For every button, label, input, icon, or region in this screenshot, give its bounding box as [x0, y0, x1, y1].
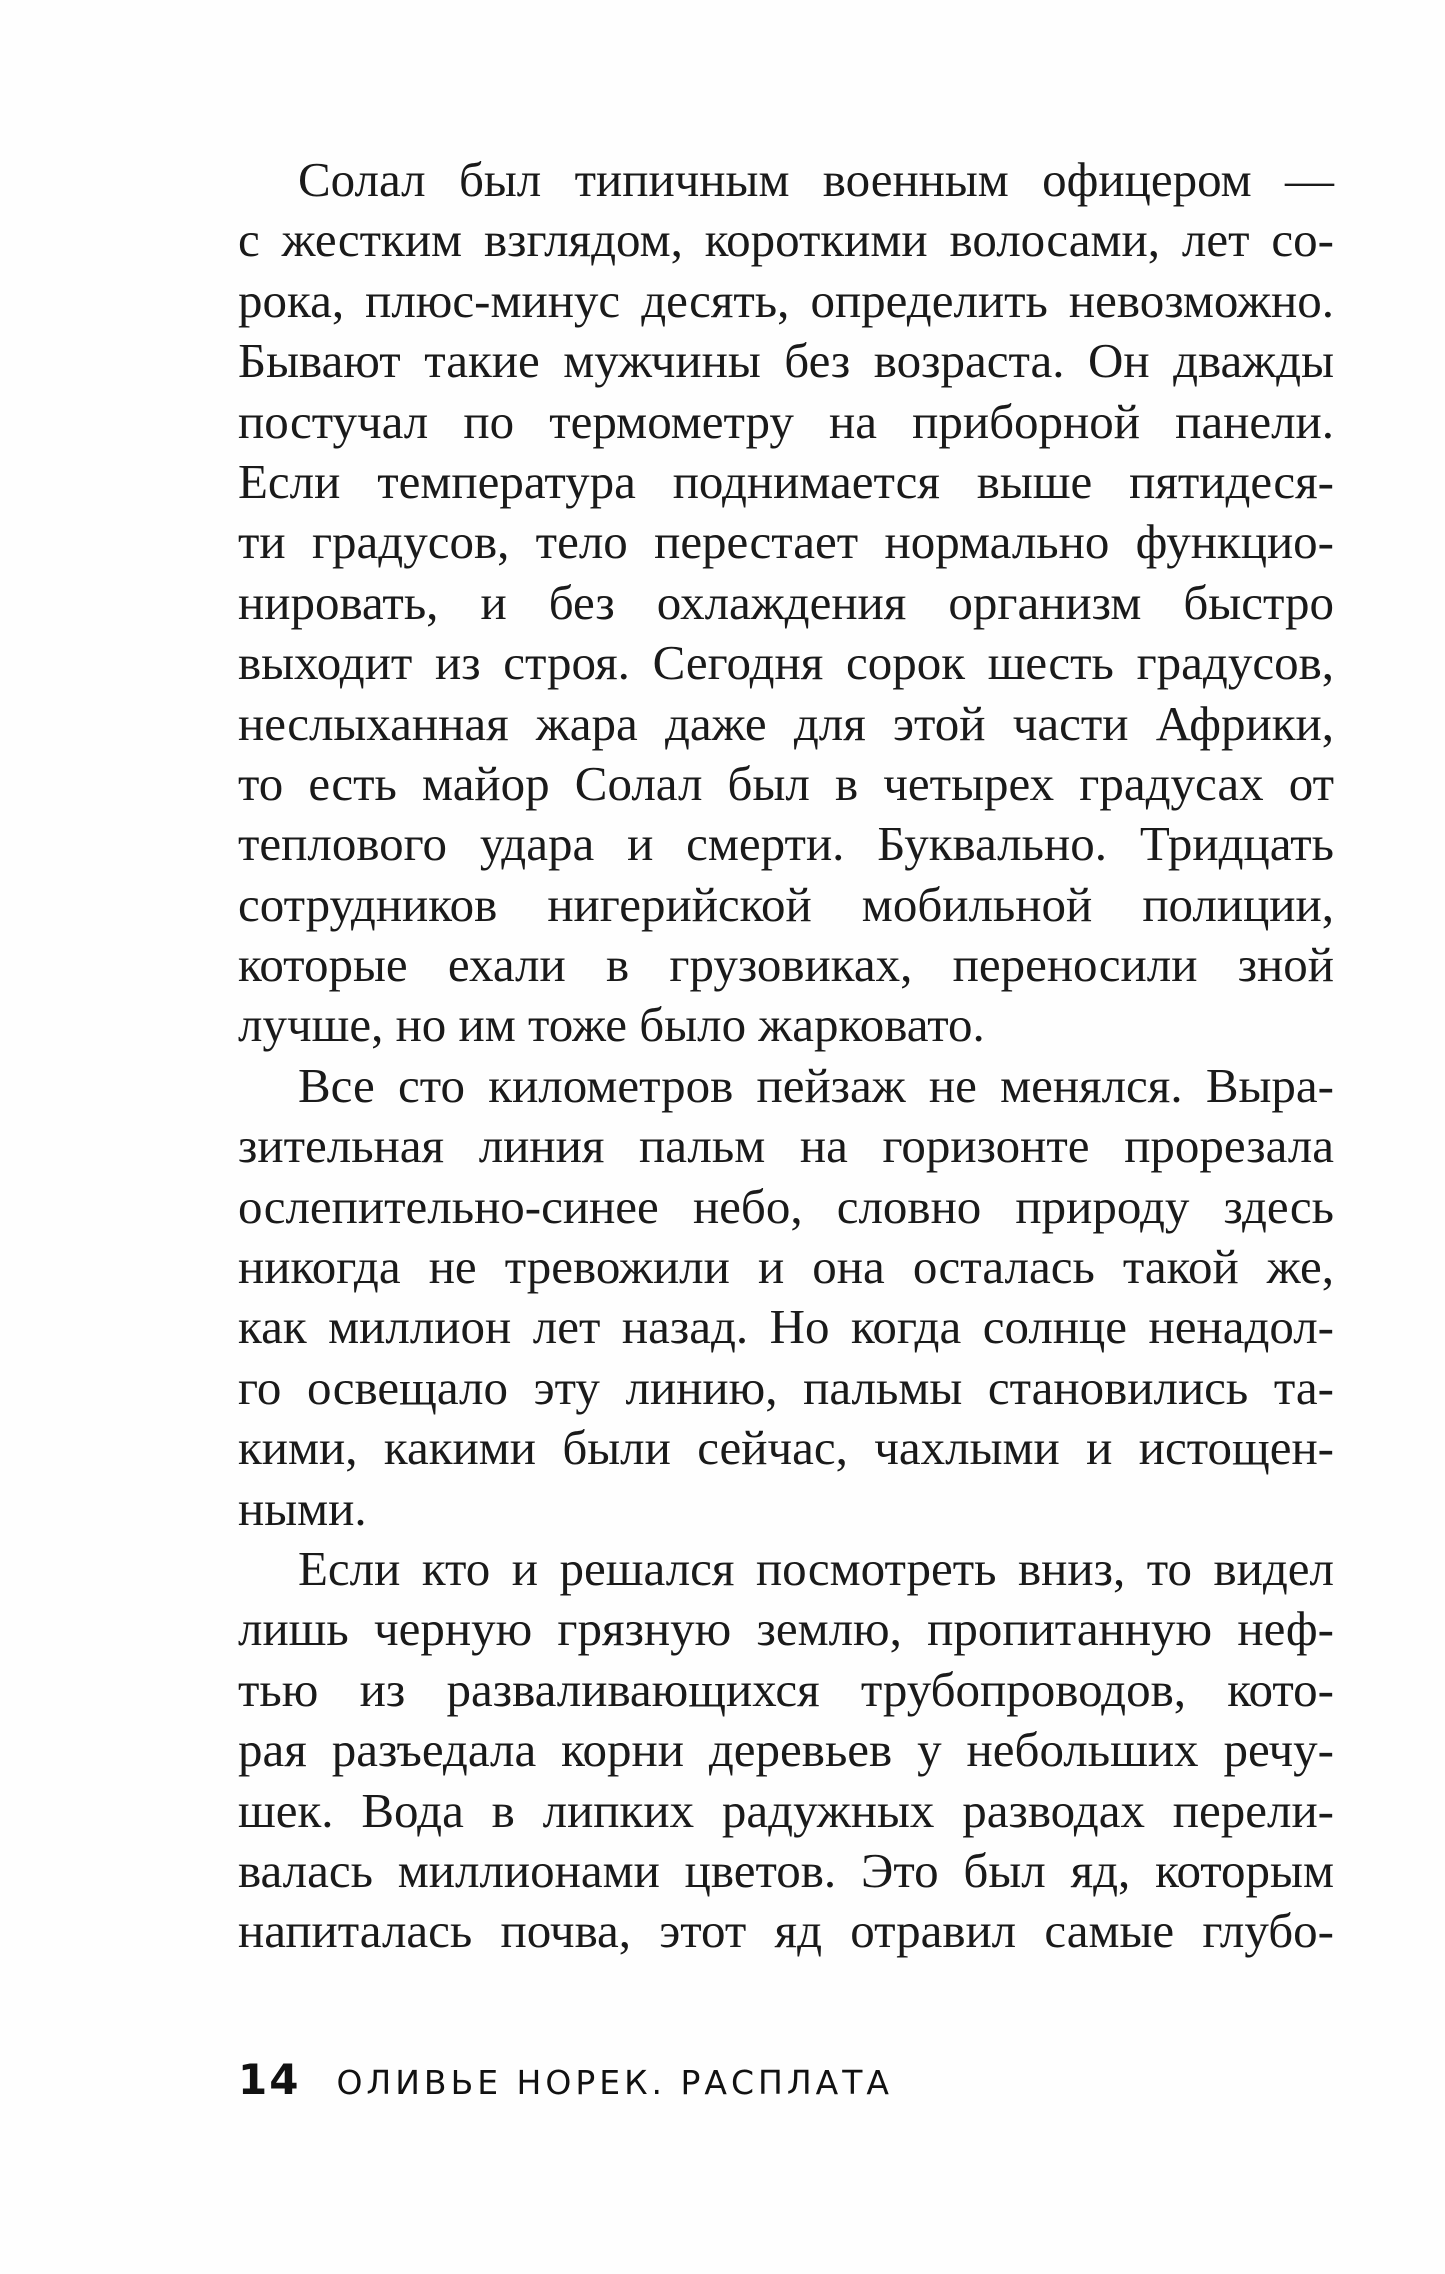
text-line: которые ехали в грузовиках, переносили зной [238, 937, 1334, 993]
text-line: теплового удара и смерти. Буквально. Тридцать [238, 816, 1334, 872]
body-text [238, 150, 1334, 1962]
text-line: го освещало эту линию, пальмы становились та- [238, 1359, 1334, 1415]
text-line: никогда не тревожили и она осталась такой же, [238, 1239, 1334, 1295]
text-line: зительная линия пальм на горизонте прорезала [238, 1118, 1334, 1174]
text-line: Если температура поднимается выше пятидеся- [238, 453, 1334, 509]
page-number: 14 [238, 2055, 301, 2104]
text-line: ослепительно-синее небо, словно природу здесь [238, 1178, 1334, 1234]
text-line: рая разъедала корни деревьев у небольших речу- [238, 1722, 1334, 1778]
page-footer [238, 2052, 893, 2108]
text-line: тью из разваливающихся трубопроводов, кото- [238, 1661, 1334, 1717]
text-line: ными. [238, 1480, 367, 1536]
text-line: как миллион лет назад. Но когда солнце ненадол- [238, 1299, 1334, 1355]
running-title: ОЛИВЬЕ НОРЕК. РАСПЛАТА [336, 2063, 893, 2102]
text-line: выходит из строя. Сегодня сорок шесть градусов, [238, 635, 1334, 691]
text-line: валась миллионами цветов. Это был яд, которым [238, 1842, 1334, 1898]
text-line: Солал был типичным военным офицером — [298, 152, 1334, 207]
text-line: сотрудников нигерийской мобильной полиции, [238, 876, 1334, 932]
text-line: напиталась почва, этот яд отравил самые глубо- [238, 1903, 1334, 1959]
text-line: ти градусов, тело перестает нормально функцио- [238, 514, 1334, 570]
text-line: постучал по термометру на приборной панели. [238, 393, 1334, 449]
text-line: нировать, и без охлаждения организм быстро [238, 574, 1334, 630]
text-line: рока, плюс-минус десять, определить невозможно. [238, 272, 1334, 328]
text-line: кими, какими были сейчас, чахлыми и истощен- [238, 1420, 1334, 1476]
text-line: то есть майор Солал был в четырех градусах от [238, 755, 1334, 811]
text-line: Все сто километров пейзаж не менялся. Выра- [298, 1057, 1334, 1113]
text-line: шек. Вода в липких радужных разводах перели- [238, 1782, 1334, 1838]
text-line: лучше, но им тоже было жарковато. [238, 997, 985, 1053]
text-line: Если кто и решался посмотреть вниз, то видел [298, 1540, 1334, 1596]
text-line: лишь черную грязную землю, пропитанную неф- [238, 1601, 1334, 1657]
text-line: Бывают такие мужчины без возраста. Он дважды [238, 333, 1334, 389]
text-line: неслыханная жара даже для этой части Африки, [238, 695, 1334, 751]
text-line: с жестким взглядом, короткими волосами, лет со- [238, 212, 1334, 268]
